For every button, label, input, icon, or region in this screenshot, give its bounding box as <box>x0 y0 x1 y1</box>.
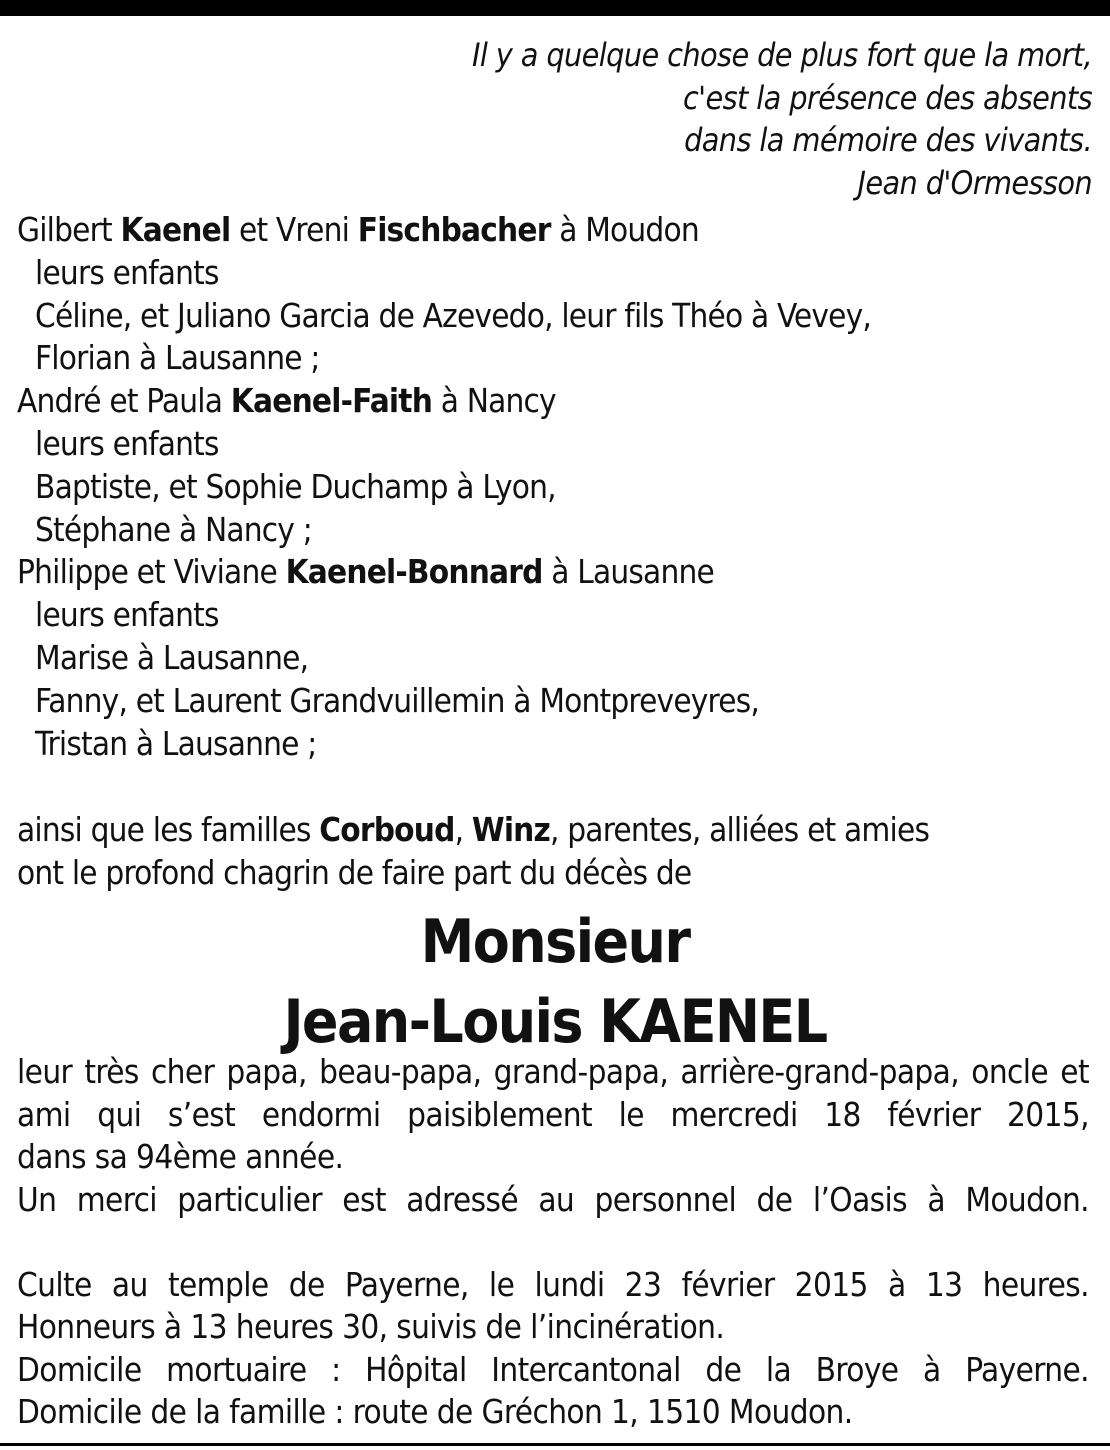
children-label: leurs enfants <box>35 252 219 292</box>
child-line: Céline, et Juliano Garcia de Azevedo, leur fils Théo à Vevey, <box>35 295 871 335</box>
bottom-border-rule <box>0 1443 1110 1446</box>
children-label: leurs enfants <box>35 423 219 463</box>
obituary-body <box>17 1051 1089 1434</box>
sorrow-line: ont le profond chagrin de faire part du décès de <box>17 853 692 892</box>
surname: Kaenel <box>120 210 231 249</box>
first-name: Gilbert <box>17 210 112 249</box>
service-line-2: Honneurs à 13 heures 30, suivis de l’incinération. <box>17 1307 725 1346</box>
announcement-intro <box>17 808 1093 894</box>
first-name: André et Paula <box>17 381 223 421</box>
quote-author: Jean d'Ormesson <box>857 163 1092 202</box>
service-line-1: Culte au temple de Payerne, le lundi 23 février 2015 à 13 heures. <box>17 1264 1089 1304</box>
quote-line-1: Il y a quelque chose de plus fort que la mort, <box>471 36 1092 74</box>
surname: Fischbacher <box>357 210 551 249</box>
family-group-3-head <box>17 551 1093 594</box>
family-group-2-head <box>17 380 1093 423</box>
top-border-rule <box>0 0 1110 16</box>
deceased-name-block <box>0 902 1110 1062</box>
child-line: Fanny, et Laurent Grandvuillemin à Montpreveyres, <box>35 680 759 720</box>
quote-line-2: c'est la présence des absents <box>682 78 1092 117</box>
thanks-line: Un merci particulier est adressé au personnel de l’Oasis à Moudon. <box>17 1179 1089 1219</box>
tribute-line-2: ami qui s’est endormi paisiblement le mercredi 18 février 2015, <box>17 1094 1089 1134</box>
surname: Kaenel-Faith <box>230 381 433 421</box>
surname: Winz <box>471 810 550 849</box>
child-line: Stéphane à Nancy ; <box>35 509 312 549</box>
place: à Moudon <box>559 210 699 249</box>
child-line: Tristan à Lausanne ; <box>35 723 317 763</box>
spacer <box>17 1221 1089 1264</box>
deceased-title: Monsieur <box>420 907 690 977</box>
child-line: Marise à Lausanne, <box>35 637 309 677</box>
place: à Lausanne <box>551 552 714 592</box>
separator: , <box>454 810 464 849</box>
first-name: Philippe et Viviane <box>17 552 277 592</box>
service-line-3: Domicile mortuaire : Hôpital Intercantonal de la Broye à Payerne. <box>17 1349 1089 1389</box>
surname: Kaenel-Bonnard <box>285 552 543 592</box>
prefix-text: ainsi que les familles <box>17 810 311 849</box>
family-group-1-head <box>17 209 1093 252</box>
child-line: Baptiste, et Sophie Duchamp à Lyon, <box>35 466 556 506</box>
children-label: leurs enfants <box>35 595 219 635</box>
quote-line-3: dans la mémoire des vivants. <box>684 121 1092 159</box>
service-line-4: Domicile de la famille : route de Gréchon 1, 1510 Moudon. <box>17 1392 853 1431</box>
tribute-line-1: leur très cher papa, beau-papa, grand-papa, arrière-grand-papa, oncle et <box>17 1052 1089 1091</box>
extended-families-line <box>17 808 1093 851</box>
deceased-name: Jean-Louis KAENEL <box>283 987 827 1057</box>
place: à Nancy <box>440 381 556 421</box>
tribute-line-3: dans sa 94ème année. <box>17 1137 344 1176</box>
partner-text: et Vreni <box>239 210 350 249</box>
surname: Corboud <box>319 810 455 849</box>
suffix-text: , parentes, alliées et amies <box>550 810 930 849</box>
epigraph-quote <box>472 34 1092 204</box>
child-line: Florian à Lausanne ; <box>35 338 320 378</box>
family-list <box>17 209 1093 765</box>
